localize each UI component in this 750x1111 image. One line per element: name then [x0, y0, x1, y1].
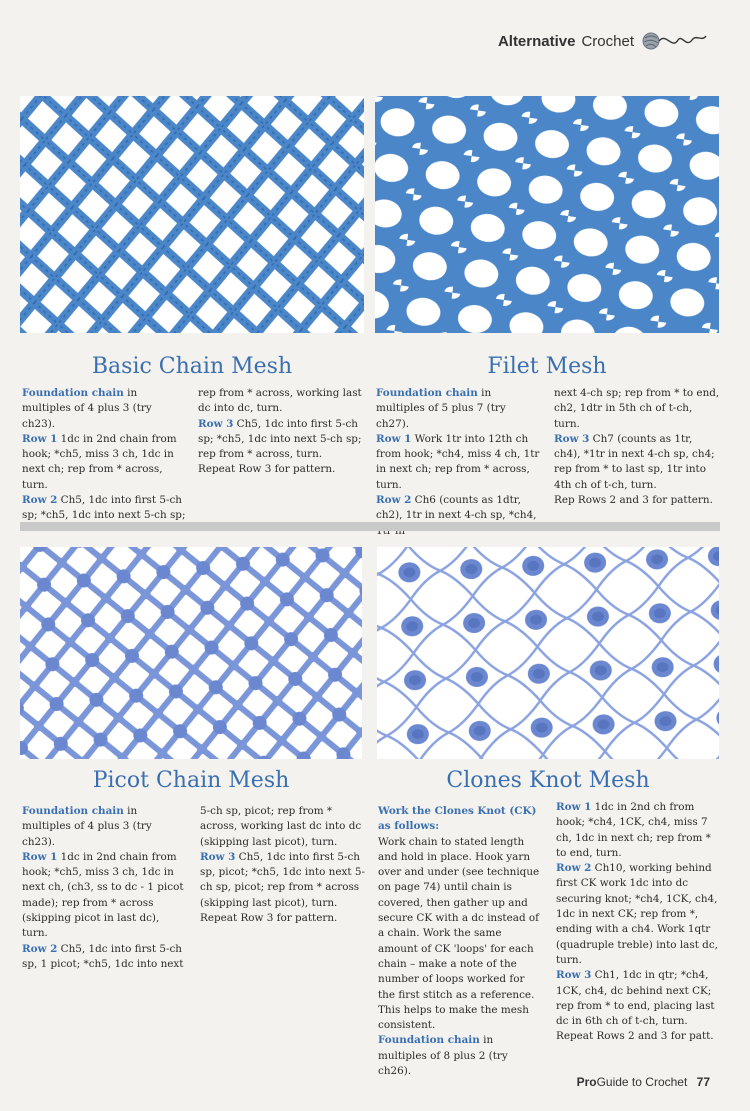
- footer-bold: Pro: [576, 1075, 597, 1089]
- paragraph: Row 2 Ch6 (counts as 1dtr, ch2), 1tr in next 4-ch sp, *ch4,: [376, 494, 537, 522]
- paragraph: Row 2 Ch10, working behind first CK work 1dc into dc securing knot; *ch4, 1CK, ch4, 1dc in next CK; rep from *, ending with a ch4. Work 1qtr (quadruple treble) into last dc, turn.: [556, 862, 718, 966]
- paragraph: Work the Clones Knot (CK) as follows:: [378, 805, 537, 833]
- swatch-picot-chain-mesh: [20, 547, 362, 759]
- footer-title: Guide to Crochet: [596, 1075, 688, 1089]
- paragraph: Row 3 Ch5, 1dc into first 5-ch sp, picot; *ch5, 1dc into next 5-ch sp, picot; rep from * across (skipping last picot), turn.: [200, 850, 365, 909]
- header-rest: Crochet: [581, 32, 634, 50]
- paragraph: Foundation chain in multiples of 5 plus 7 (try ch27).: [376, 387, 506, 430]
- paragraph: Foundation chain in multiples of 8 plus 2 (try ch26).: [378, 1034, 508, 1078]
- running-header: [498, 28, 710, 54]
- paragraph: Foundation chain in multiples of 4 plus 3 (try ch23).: [22, 387, 152, 430]
- paragraph: Row 1 1dc in 2nd ch from hook; *ch4, 1CK, ch4, miss 7 ch, 1dc in next ch; rep from * to end, turn.: [556, 801, 711, 859]
- paragraph: Row 1 Work 1tr into 12th ch from hook; *ch4, miss 4 ch, 1tr in next ch; rep from * across, turn.: [376, 432, 540, 491]
- paragraph: Repeat Row 3 for pattern.: [200, 912, 338, 925]
- swatch-basic-chain-mesh: [20, 96, 364, 333]
- section-title: Clones Knot Mesh: [446, 768, 650, 793]
- paragraph: Repeat Row 3 for pattern.: [198, 463, 336, 476]
- section-title: Picot Chain Mesh: [92, 768, 290, 793]
- paragraph: rep from * across, working last dc into dc, turn.: [198, 387, 362, 415]
- paragraph: Row 3 Ch1, 1dc in qtr; *ch4, 1CK, ch4, dc behind next CK; rep from * to end, placing last dc in 6th ch of t-ch, turn.: [556, 969, 715, 1028]
- paragraph: Row 3 Ch7 (counts as 1tr, ch4), *1tr in next 4-ch sp, ch4; rep from * to last sp, 1tr into 4th ch of t-ch, turn.: [554, 432, 715, 491]
- paragraph: next 4-ch sp; rep from * to end, ch2, 1dtr in 5th ch of t-ch, turn.: [554, 387, 720, 430]
- paragraph: Row 2 Ch5, 1dc into first 5-ch sp, 1 picot; *ch5, 1dc into next: [22, 942, 184, 970]
- swatch-clones-knot-mesh: [377, 547, 719, 759]
- paragraph: Row 1 1dc in 2nd chain from hook; *ch5, miss 3 ch, 1dc in next ch, (ch3, ss to dc - 1 picot made); rep from * across (skipping picot in last dc), turn.: [22, 850, 184, 940]
- instructions-column: [22, 386, 188, 524]
- paragraph: Row 1 1dc in 2nd chain from hook; *ch5, miss 3 ch, 1dc in next ch; rep from * across, turn.: [22, 432, 177, 491]
- header-bold: Alternative: [497, 32, 576, 50]
- instructions-column: [556, 800, 722, 1045]
- paragraph: Work chain to stated length and hold in place. Hook yarn over and under (see technique on page 74) until chain is covered, then gather up and secure CK with a dc instead of a chain. Work the same amount of CK 'loops' for each chain – make a note of the number of loops worked for the first stitch as a reference. This helps to make the mesh consistent.: [378, 835, 540, 1032]
- page-number: 77: [696, 1075, 710, 1089]
- section-divider: [20, 522, 720, 531]
- instructions-column: [554, 386, 720, 508]
- paragraph: Rep Rows 2 and 3 for pattern.: [554, 494, 713, 507]
- paragraph: Row 3 Ch5, 1dc into first 5-ch sp; *ch5, 1dc into next 5-ch sp; rep from * across, turn.: [198, 417, 362, 461]
- swatch-filet-mesh: [375, 96, 719, 333]
- page-footer: [577, 1075, 710, 1089]
- yarn-ball-icon: [640, 28, 710, 54]
- instructions-column: [22, 804, 188, 972]
- instructions-column: [378, 804, 544, 1079]
- section-title: Filet Mesh: [487, 354, 607, 379]
- instructions-column: [376, 386, 540, 539]
- paragraph: Repeat Rows 2 and 3 for patt.: [556, 1030, 714, 1043]
- section-title: Basic Chain Mesh: [91, 354, 293, 379]
- paragraph: 5-ch sp, picot; rep from * across, working last dc into dc (skipping last picot), turn.: [200, 805, 362, 848]
- paragraph: Row 2 Ch5, 1dc into first 5-ch sp; *ch5, 1dc into next 5-ch sp;: [22, 494, 186, 522]
- instructions-column: [198, 386, 364, 478]
- paragraph: Foundation chain in multiples of 4 plus 3 (try ch23).: [22, 805, 152, 848]
- instructions-column: [200, 804, 366, 926]
